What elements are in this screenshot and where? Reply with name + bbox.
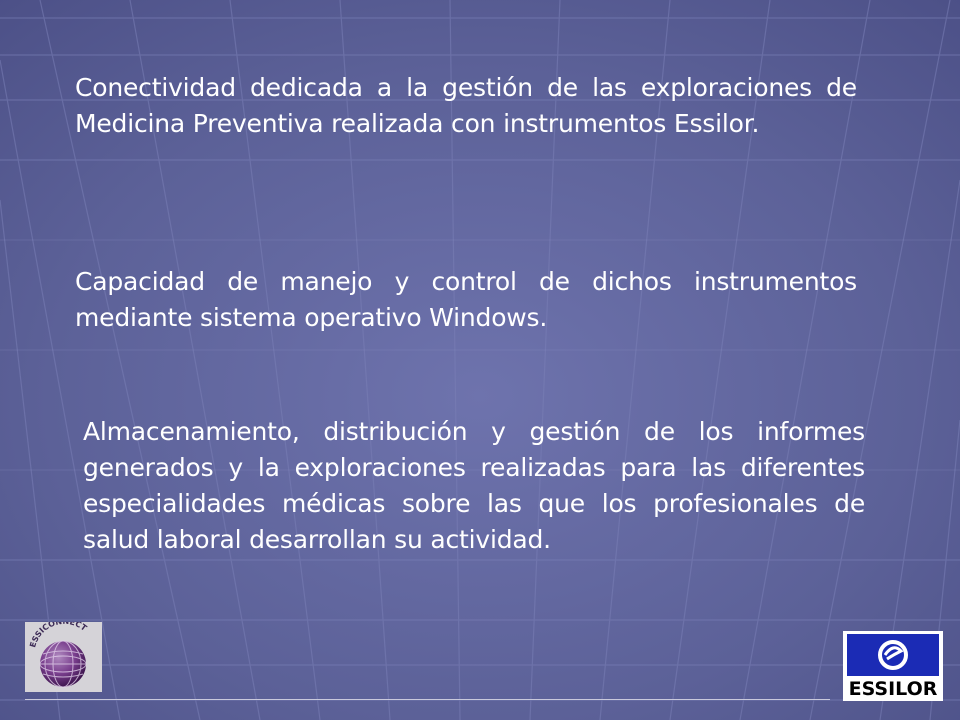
- paragraph-windows-control: Capacidad de manejo y control de dichos instrumentos mediante sistema operativo Windows.: [75, 267, 857, 332]
- bottom-divider: [25, 699, 830, 700]
- essiconnect-logo-text: ESSICO ECT: [28, 622, 89, 649]
- essilor-logo: [843, 631, 943, 701]
- essiconnect-logo: [25, 622, 102, 692]
- globe-icon: [25, 622, 102, 692]
- paragraph-connectivity: Conectividad dedicada a la gestión de las exploraciones de Medicina Preventiva realizada con instrumentos Essilor.: [75, 73, 857, 138]
- essilor-logo-text: ESSILOR: [848, 678, 938, 700]
- paragraph-storage: Almacenamiento, distribución y gestión de los informes generados y la exploraciones realizadas para las diferentes especialidades médicas sobre las que los profesionales de salud laboral desarrollan su actividad.: [83, 417, 865, 554]
